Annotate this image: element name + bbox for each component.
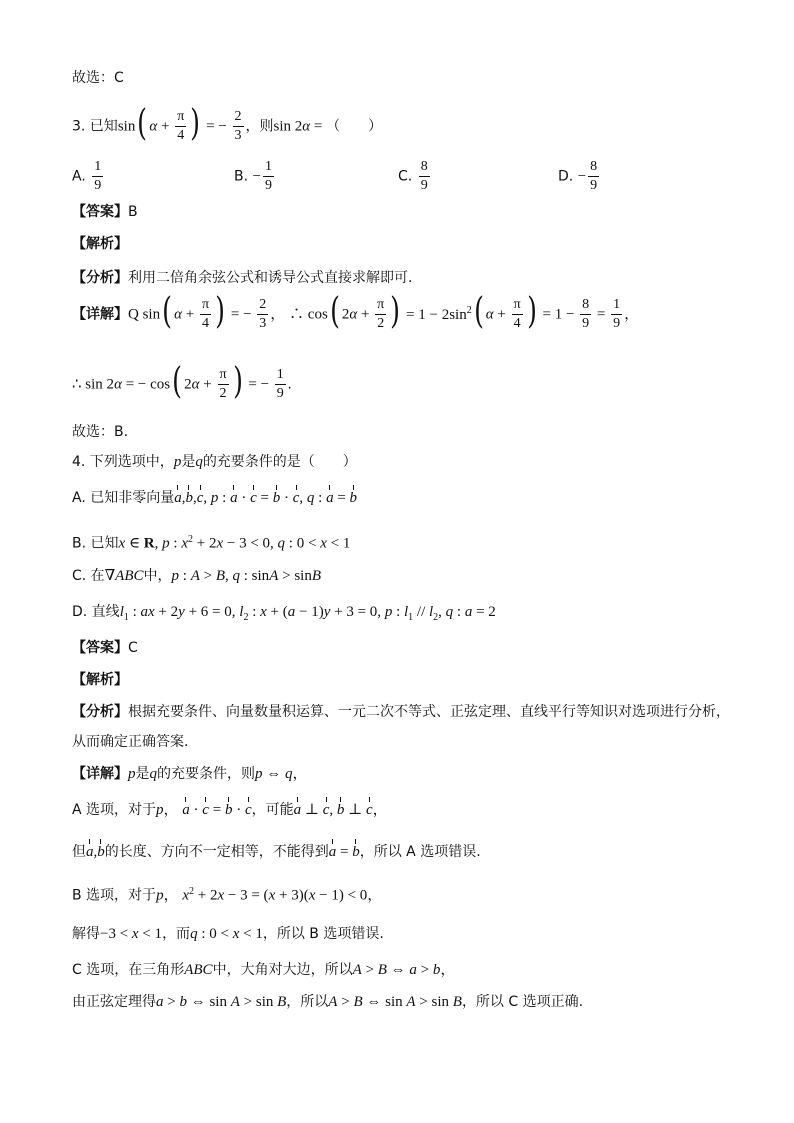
analysis-b: B 选项，对于p， $x^2 + 2x - 3 = (x + 3)(x - 1) < 0$， [72, 886, 383, 904]
question-4: 4. 下列选项中，p是q的充要条件的是（ ） [72, 454, 357, 470]
q3-number: 3. 已知 [72, 118, 118, 135]
xiangjie-3-cont: ∴ sin 2α = − cos( 2α + $\frac{\pi}{2}$ ) = − $\frac{1}{9}$ . [72, 360, 292, 402]
fenxi-4: 【分析】根据充要条件、向量数量积运算、一元二次不等式、正弦定理、直线平行等知识对选项进行分析， [72, 704, 730, 720]
q4-option-c: C. 在∇ABC中，p : A > B, q : sinA > sinB [72, 568, 321, 584]
analysis-heading-3: 【解析】 [72, 236, 128, 252]
q4-option-b: B. 已知x ∈ R, p : $x^2 + 2x - 3 < 0$, q : 0 < x < 1 [72, 534, 351, 552]
analysis-a-cont: 但a,b的长度、方向不一定相等，不能得到a = b，所以 A 选项错误. [72, 844, 481, 860]
xiangjie-4: 【详解】p是q的充要条件，则p ⇔ q， [72, 766, 308, 782]
analysis-a: A 选项，对于p， a · c = b · c，可能a ⊥ c, b ⊥ c， [72, 802, 388, 818]
answer-3: 【答案】B [72, 204, 138, 220]
analysis-c: C 选项，在三角形ABC中，大角对大边，所以A > B ⇔ a > b， [72, 962, 456, 978]
answer-4: 【答案】C [72, 640, 138, 656]
previous-answer: 故选：C [72, 70, 124, 86]
q3-option-a: A. $\frac{1}{9}$ [72, 159, 102, 193]
q4-option-d: D. 直线$l_1$ : ax + 2y + 6 = 0, $l_2$ : x + (a − 1)y + 3 = 0, p : $l_1 // l_2$, q : a = 2 [72, 604, 496, 623]
fraction: $\frac{\pi}{4}$ [177, 109, 185, 143]
conclusion-3: 故选：B. [72, 424, 129, 440]
fenxi-4-cont: 从而确定正确答案. [72, 734, 189, 750]
question-3: 3. 已知sin( α + $\frac{\pi}{4}$ ) = − $\frac{2}{3}$ ，则sin 2α = （ ） [72, 102, 383, 144]
q3-option-d: D. − $\frac{8}{9}$ [558, 159, 598, 193]
xiangjie-3: 【详解】Q sin( α + $\frac{\pi}{4}$ ) = − $\frac{2}{3}$ ， ∴ cos( 2α + $\frac{\pi}{2}$ ) = $1 - 2\sin^2$( α + $\frac{\pi}{4}$ ) = 1 − $\frac{8}{9}$ = $\frac{1}{9}$ ， [72, 290, 640, 332]
q3-option-c: C. $\frac{8}{9}$ [398, 159, 428, 193]
q4-option-a: A. 已知非零向量a,b,c, p : a · c = b · c, q : a = b [72, 490, 358, 506]
fenxi-3: 【分析】利用二倍角余弦公式和诱导公式直接求解即可. [72, 270, 413, 286]
analysis-c-cont: 由正弦定理得a > b ⇔ sin A > sin B，所以A > B ⇔ sin A > sin B，所以 C 选项正确. [72, 994, 584, 1010]
analysis-heading-4: 【解析】 [72, 672, 128, 688]
fraction: $\frac{2}{3}$ [234, 109, 242, 143]
analysis-b-cont: 解得−3 < x < 1，而q : 0 < x < 1，所以 B 选项错误. [72, 926, 384, 942]
q3-option-b: B. − $\frac{1}{9}$ [234, 159, 272, 193]
